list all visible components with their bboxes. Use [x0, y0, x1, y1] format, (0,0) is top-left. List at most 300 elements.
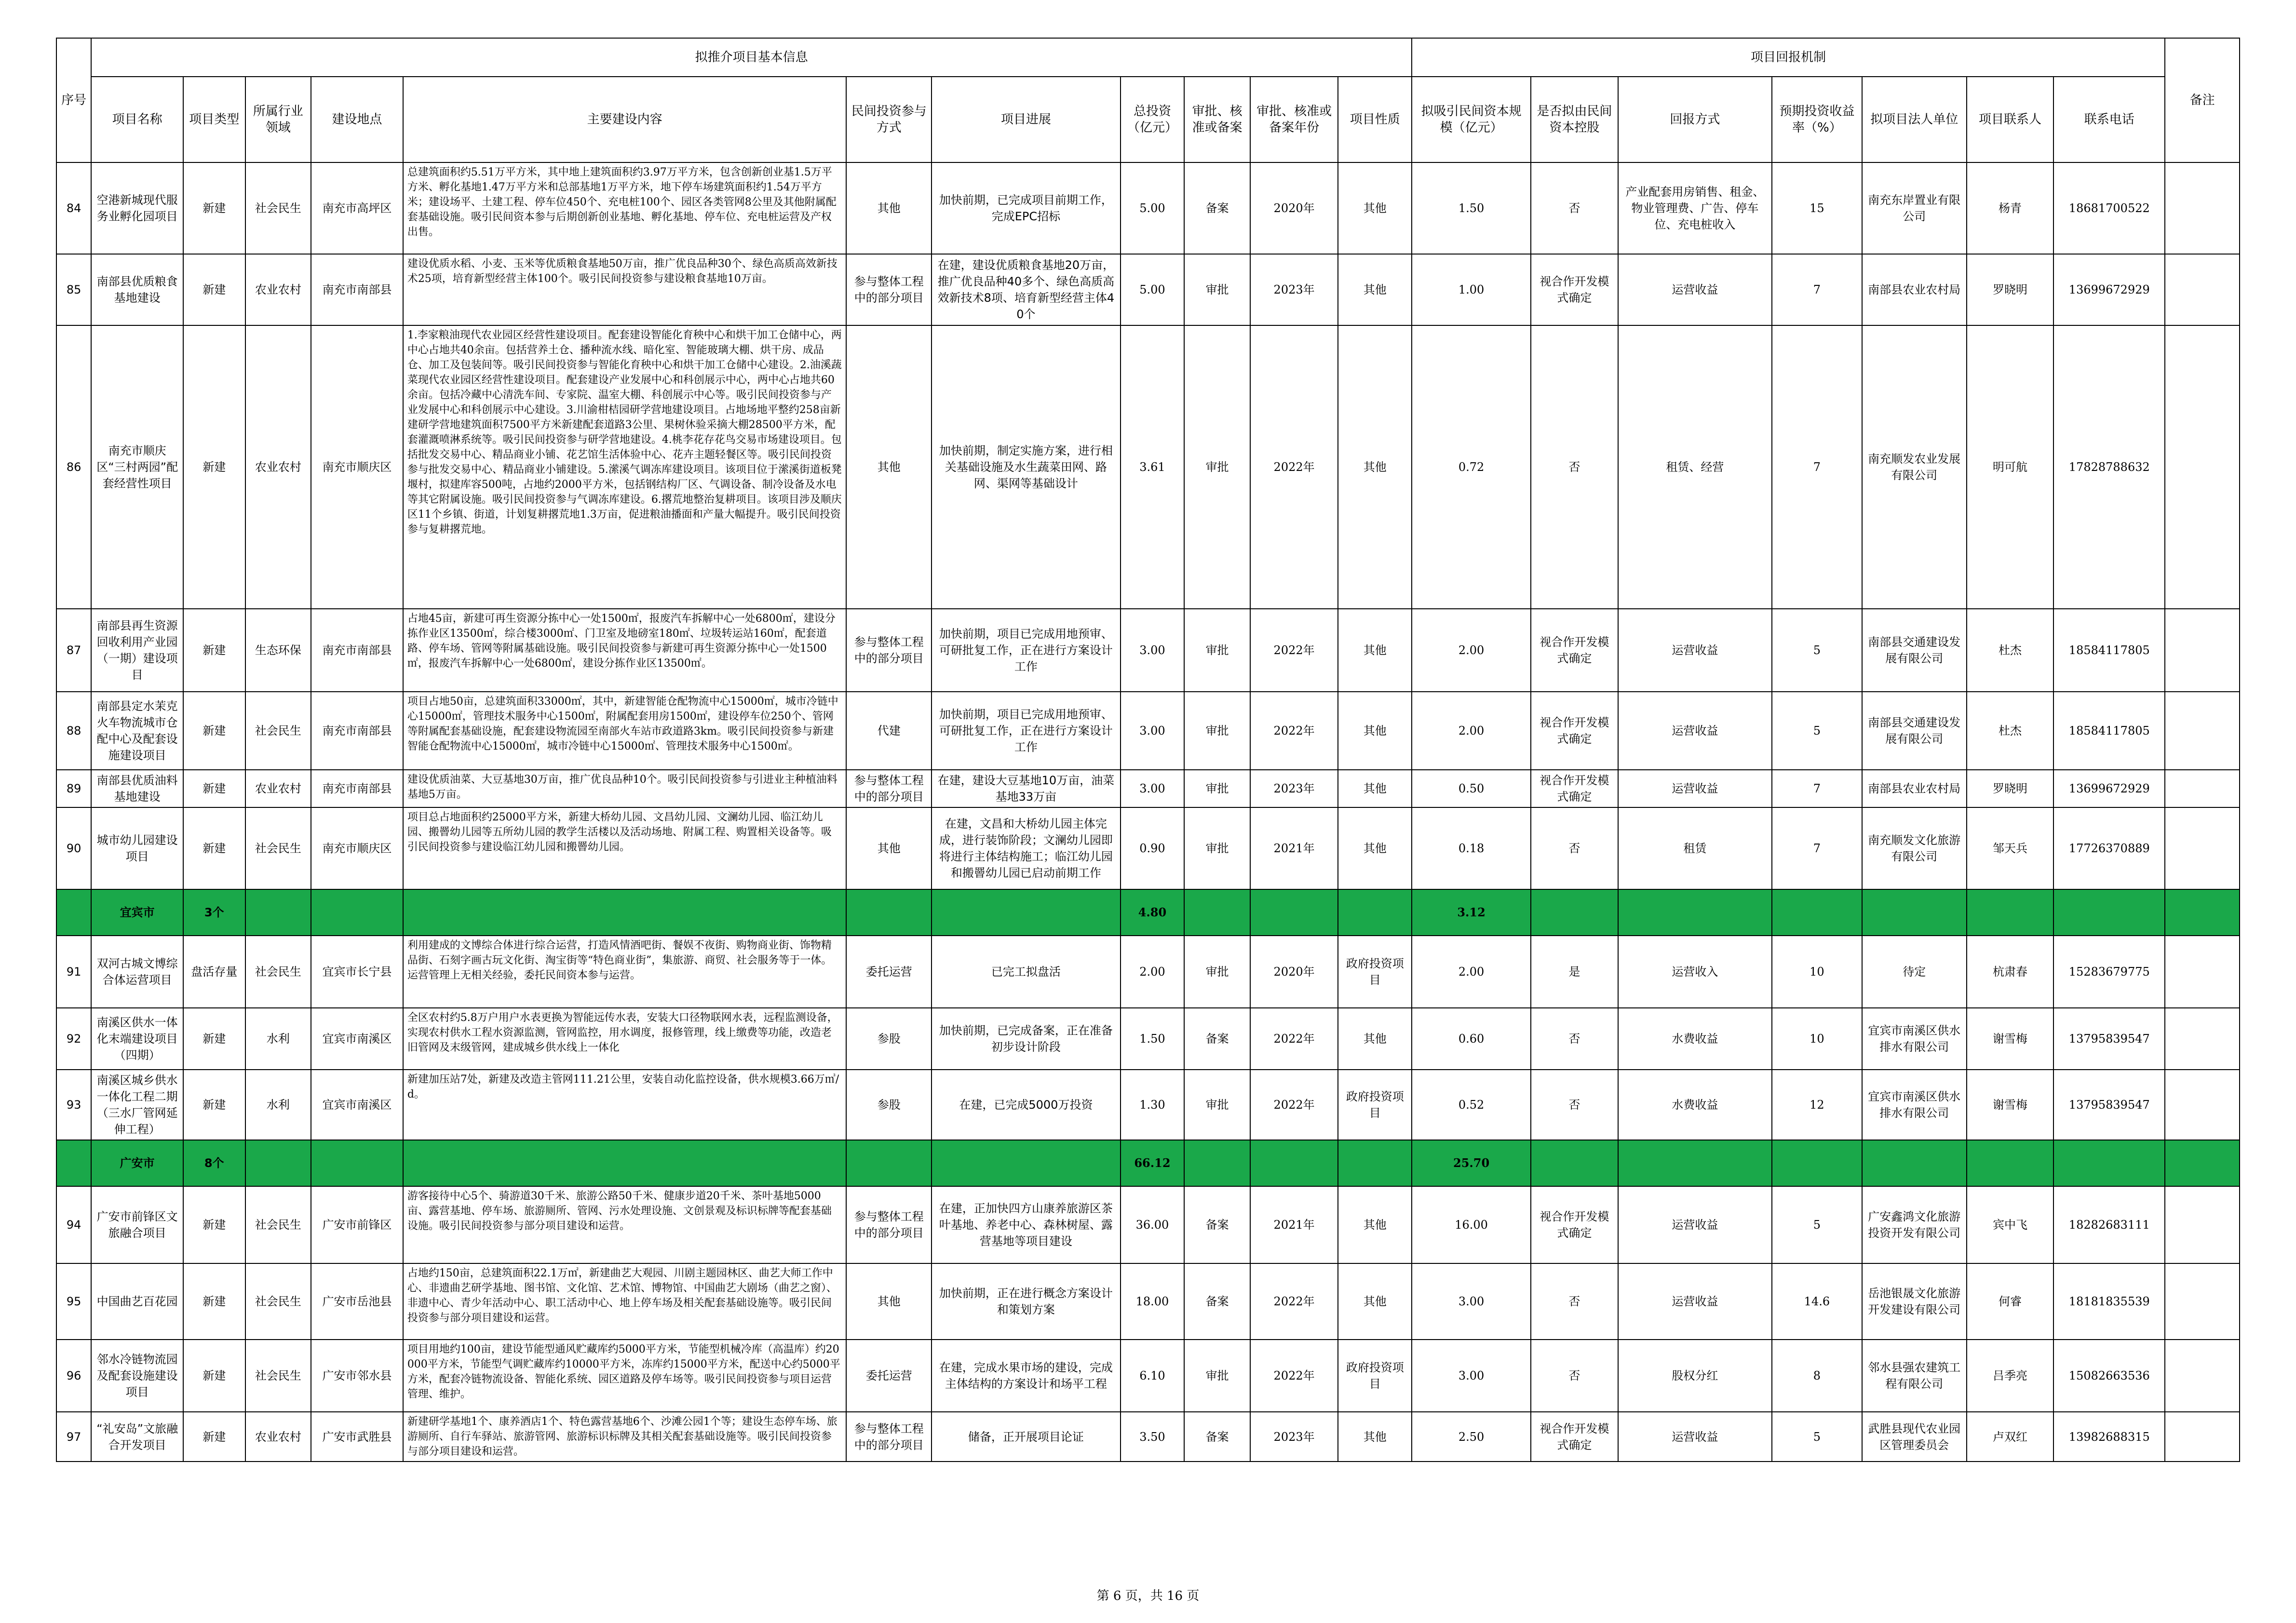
cell-total-investment: 2.00 — [1121, 936, 1185, 1008]
table-row — [56, 770, 2240, 807]
cell-seq: 88 — [56, 692, 91, 770]
cell-participation: 委托运营 — [846, 1340, 932, 1412]
cell-phone: 15283679775 — [2053, 936, 2165, 1008]
cell-industry: 农业农村 — [245, 325, 311, 609]
cell-legal-entity: 宜宾市南溪区供水排水有限公司 — [1862, 1008, 1967, 1070]
cell-project-name: 南部县再生资源回收利用产业园（一期）建设项目 — [91, 609, 183, 692]
header-location: 建设地点 — [311, 77, 403, 162]
cell-project-type: 新建 — [183, 162, 245, 254]
cell-contact: 罗晓明 — [1967, 770, 2054, 807]
cell-project-type: 新建 — [183, 254, 245, 325]
cell-approval-type — [1184, 1140, 1250, 1186]
cell-project-type: 盘活存量 — [183, 936, 245, 1008]
cell-legal-entity: 南部县交通建设发展有限公司 — [1862, 609, 1967, 692]
cell-return-rate: 7 — [1772, 325, 1862, 609]
cell-project-type: 新建 — [183, 770, 245, 807]
cell-private-control: 否 — [1531, 1008, 1618, 1070]
header-return-method: 回报方式 — [1618, 77, 1772, 162]
cell-progress — [932, 889, 1121, 936]
cell-remarks — [2165, 1140, 2240, 1186]
cell-private-control: 否 — [1531, 1340, 1618, 1412]
header-remarks: 备注 — [2165, 38, 2240, 162]
cell-return-rate: 10 — [1772, 1008, 1862, 1070]
cell-return-method: 运营收益 — [1618, 770, 1772, 807]
cell-approval-type: 审批 — [1184, 325, 1250, 609]
cell-return-method: 运营收益 — [1618, 1412, 1772, 1462]
cell-approval-year — [1250, 889, 1338, 936]
cell-remarks — [2165, 1340, 2240, 1412]
cell-location — [311, 1140, 403, 1186]
cell-private-control: 否 — [1531, 807, 1618, 889]
cell-location: 宜宾市南溪区 — [311, 1070, 403, 1140]
cell-contact: 邹天兵 — [1967, 807, 2054, 889]
header-private-capital-scale: 拟吸引民间资本规模（亿元） — [1412, 77, 1531, 162]
cell-private-capital: 2.50 — [1412, 1412, 1531, 1462]
cell-private-capital: 0.50 — [1412, 770, 1531, 807]
cell-private-control: 视合作开发模式确定 — [1531, 1412, 1618, 1462]
cell-contact: 宾中飞 — [1967, 1186, 2054, 1263]
cell-approval-type: 审批 — [1184, 609, 1250, 692]
cell-content: 全区农村约5.8万户用户水表更换为智能远传水表，安装大口径物联网水表，远程监测设备，实现农村供水工程水资源监测，管网监控，用水调度，报修管理，线上缴费等功能，改造老旧管网及末级管网，建成城乡供水线上一体化 — [403, 1008, 847, 1070]
cell-location: 广安市前锋区 — [311, 1186, 403, 1263]
cell-content: 项目占地50亩，总建筑面积33000㎡，其中，新建智能仓配物流中心15000㎡，城市冷链中心15000㎡，管理技术服务中心1500㎡，附属配套用房1500㎡，建设停车位250个、管网等附属配套基础设施，配套建设物流园至南部火车站市政道路3km。吸引民间投资参与新建智能仓配物流中心15000㎡，城市冷链中心15000㎡、管理技术服务中心1500㎡。 — [403, 692, 847, 770]
project-table — [56, 38, 2240, 1462]
cell-total-investment: 4.80 — [1121, 889, 1185, 936]
header-contact-person: 项目联系人 — [1967, 77, 2054, 162]
cell-return-method: 租赁、经营 — [1618, 325, 1772, 609]
cell-content: 项目用地约100亩，建设节能型通风贮藏库约5000平方米，节能型机械冷库（高温库）约20000平方米，节能型气调贮藏库约10000平方米，冻库约15000平方米，配送中心约5000平方米，配套冷链物流设备、智能化系统、园区道路及停车场等。吸引民间投资参与项目运营管理、维护。 — [403, 1340, 847, 1412]
cell-private-capital: 0.18 — [1412, 807, 1531, 889]
cell-return-rate: 12 — [1772, 1070, 1862, 1140]
cell-private-capital: 3.00 — [1412, 1263, 1531, 1340]
header-legal-entity: 拟项目法人单位 — [1862, 77, 1967, 162]
cell-approval-type: 备案 — [1184, 1412, 1250, 1462]
cell-private-control: 视合作开发模式确定 — [1531, 1186, 1618, 1263]
cell-contact: 何睿 — [1967, 1263, 2054, 1340]
cell-project-name: 广安市 — [91, 1140, 183, 1186]
cell-nature: 其他 — [1338, 609, 1412, 692]
cell-content: 建设优质水稻、小麦、玉米等优质粮食基地50万亩，推广优良品种30个、绿色高质高效新技术25项，培育新型经营主体100个。吸引民间投资参与建设粮食基地10万亩。 — [403, 254, 847, 325]
cell-remarks — [2165, 1263, 2240, 1340]
cell-project-type: 新建 — [183, 1340, 245, 1412]
cell-project-name: 邻水冷链物流园及配套设施建设项目 — [91, 1340, 183, 1412]
cell-return-method: 运营收入 — [1618, 936, 1772, 1008]
cell-project-name: 广安市前锋区文旅融合项目 — [91, 1186, 183, 1263]
cell-nature: 其他 — [1338, 162, 1412, 254]
cell-approval-type: 备案 — [1184, 1186, 1250, 1263]
cell-seq: 84 — [56, 162, 91, 254]
cell-phone: 18584117805 — [2053, 692, 2165, 770]
cell-industry: 社会民生 — [245, 1340, 311, 1412]
cell-project-name: 南部县优质油料基地建设 — [91, 770, 183, 807]
cell-private-control: 视合作开发模式确定 — [1531, 770, 1618, 807]
cell-phone: 13699672929 — [2053, 254, 2165, 325]
cell-industry: 农业农村 — [245, 770, 311, 807]
cell-total-investment: 6.10 — [1121, 1340, 1185, 1412]
cell-location: 广安市邻水县 — [311, 1340, 403, 1412]
cell-participation: 代建 — [846, 692, 932, 770]
cell-nature: 其他 — [1338, 1263, 1412, 1340]
cell-seq: 94 — [56, 1186, 91, 1263]
cell-content: 占地45亩，新建可再生资源分拣中心一处1500㎡，报废汽车拆解中心一处6800㎡，建设分拣作业区13500㎡，综合楼3000㎡、门卫室及地磅室180㎡、垃圾转运站160㎡，配套道路、停车场、管网等附属基础设施。吸引民间投资参与新建可再生资源分拣中心一处1500㎡，报废汽车拆解中心一处6800㎡，建设分拣作业区13500㎡。 — [403, 609, 847, 692]
cell-progress: 加快前期，制定实施方案，进行相关基础设施及水生蔬菜田网、路网、渠网等基础设计 — [932, 325, 1121, 609]
cell-project-type: 新建 — [183, 325, 245, 609]
cell-return-method — [1618, 1140, 1772, 1186]
cell-project-name: 南充市顺庆区“三村两园”配套经营性项目 — [91, 325, 183, 609]
table-row — [56, 254, 2240, 325]
cell-location: 南充市南部县 — [311, 254, 403, 325]
cell-return-method: 运营收益 — [1618, 1186, 1772, 1263]
cell-approval-year: 2023年 — [1250, 770, 1338, 807]
cell-participation: 其他 — [846, 162, 932, 254]
cell-progress: 在建，建设优质粮食基地20万亩，推广优良品种40多个、绿色高质高效新技术8项、培育新型经营主体40个 — [932, 254, 1121, 325]
cell-participation — [846, 1140, 932, 1186]
cell-legal-entity: 南充顺发农业发展有限公司 — [1862, 325, 1967, 609]
cell-progress: 已完工拟盘活 — [932, 936, 1121, 1008]
cell-project-name: 空港新城现代服务业孵化园项目 — [91, 162, 183, 254]
cell-private-capital: 1.00 — [1412, 254, 1531, 325]
cell-project-type: 新建 — [183, 1263, 245, 1340]
cell-approval-year: 2022年 — [1250, 1263, 1338, 1340]
cell-remarks — [2165, 1008, 2240, 1070]
cell-industry: 社会民生 — [245, 807, 311, 889]
cell-return-method: 运营收益 — [1618, 609, 1772, 692]
cell-nature: 其他 — [1338, 807, 1412, 889]
cell-return-method: 租赁 — [1618, 807, 1772, 889]
cell-private-capital: 0.72 — [1412, 325, 1531, 609]
header-project-type: 项目类型 — [183, 77, 245, 162]
cell-progress: 加快前期，正在进行概念方案设计和策划方案 — [932, 1263, 1121, 1340]
cell-phone: 18584117805 — [2053, 609, 2165, 692]
cell-approval-year: 2022年 — [1250, 609, 1338, 692]
cell-approval-year — [1250, 1140, 1338, 1186]
cell-content — [403, 1140, 847, 1186]
cell-content: 1.李家粮油现代农业园区经营性建设项目。配套建设智能化育秧中心和烘干加工仓储中心，两中心占地共40余亩。包括营养土仓、播种流水线、暗化室、智能玻璃大棚、烘干房、成品仓、加工及包装间等。吸引民间投资参与智能化育秧中心和烘干加工仓储中心建设。2.油溪蔬菜现代农业园区经营性建设项目。配套建设产业发展中心和科创展示中心，两中心占地共60余亩。包括冷藏中心清洗车间、专家院、温室大棚、科创展示中心等。吸引民间投资参与产业发展中心和科创展示中心建设。3.川渝柑桔园研学营地建设项目。占地场地平整约258亩新建研学营地建筑面积7500平方米新建配套道路3公里、果树休验采摘大棚28500平方米，配套灌溉喷淋系统等。吸引民间投资参与研学营地建设。4.桃李花存花鸟交易市场建设项目。包括批发交易中心、精品商业小铺、花艺馆生活体验中心、花卉主题轻餐区等。吸引民间投资参与批发交易中心、精品商业小铺建设。5.潆溪气调冻库建设项目。该项目位于潆溪街道板凳堰村，拟建库容500吨，占地约2000平方米，包括钢结构厂区、气调设备、制冷设备及水电等其它附属设施。吸引民间投资参与气调冻库建设。6.撂荒地整治复耕项目。该项目涉及顺庆区11个乡镇、街道，计划复耕撂荒地1.3万亩，促进粮油播面和产量大幅提升。吸引民间投资参与复耕撂荒地。 — [403, 325, 847, 609]
cell-contact: 明可航 — [1967, 325, 2054, 609]
cell-private-capital: 2.00 — [1412, 609, 1531, 692]
cell-content: 新建加压站7处，新建及改造主管网111.21公里，安装自动化监控设备，供水规模3.66万㎥/d。 — [403, 1070, 847, 1140]
cell-progress: 在建，建设大豆基地10万亩，油菜基地33万亩 — [932, 770, 1121, 807]
cell-project-name: 南部县定水茉克火车物流城市仓配中心及配套设施建设项目 — [91, 692, 183, 770]
cell-contact: 谢雪梅 — [1967, 1008, 2054, 1070]
cell-total-investment: 66.12 — [1121, 1140, 1185, 1186]
cell-contact — [1967, 889, 2054, 936]
cell-industry: 生态环保 — [245, 609, 311, 692]
cell-location: 宜宾市南溪区 — [311, 1008, 403, 1070]
cell-remarks — [2165, 936, 2240, 1008]
cell-seq: 96 — [56, 1340, 91, 1412]
cell-phone: 13795839547 — [2053, 1070, 2165, 1140]
cell-seq: 89 — [56, 770, 91, 807]
cell-seq: 90 — [56, 807, 91, 889]
cell-return-rate: 7 — [1772, 807, 1862, 889]
cell-content: 利用建成的文博综合体进行综合运营，打造风情酒吧街、餐娱不夜街、购物商业街、饰物精品街、石刻字画古玩文化街、淘宝街等“特色商业街”，集旅游、商贸、社会服务等于一体。运营管理上无相关经验，委托民间资本参与运营。 — [403, 936, 847, 1008]
cell-remarks — [2165, 770, 2240, 807]
cell-contact: 杜杰 — [1967, 692, 2054, 770]
cell-remarks — [2165, 807, 2240, 889]
cell-industry — [245, 1140, 311, 1186]
cell-legal-entity: 南部县交通建设发展有限公司 — [1862, 692, 1967, 770]
cell-seq: 92 — [56, 1008, 91, 1070]
cell-contact: 卢双红 — [1967, 1412, 2054, 1462]
cell-participation — [846, 889, 932, 936]
cell-project-type: 新建 — [183, 692, 245, 770]
cell-project-type: 新建 — [183, 1186, 245, 1263]
cell-remarks — [2165, 889, 2240, 936]
header-group-return: 项目回报机制 — [1412, 38, 2165, 77]
header-participation-mode: 民间投资参与方式 — [846, 77, 932, 162]
cell-return-method: 水费收益 — [1618, 1008, 1772, 1070]
header-total-investment: 总投资（亿元） — [1121, 77, 1185, 162]
cell-return-method — [1618, 889, 1772, 936]
cell-legal-entity: 南充东岸置业有限公司 — [1862, 162, 1967, 254]
cell-participation: 参与整体工程中的部分项目 — [846, 254, 932, 325]
cell-total-investment: 3.50 — [1121, 1412, 1185, 1462]
table-row — [56, 936, 2240, 1008]
cell-nature: 政府投资项目 — [1338, 936, 1412, 1008]
cell-participation: 其他 — [846, 807, 932, 889]
cell-total-investment: 5.00 — [1121, 254, 1185, 325]
cell-private-control: 否 — [1531, 1070, 1618, 1140]
cell-location: 南充市南部县 — [311, 609, 403, 692]
cell-private-control: 视合作开发模式确定 — [1531, 609, 1618, 692]
cell-project-name: 南溪区城乡供水一体化工程二期（三水厂管网延伸工程） — [91, 1070, 183, 1140]
cell-nature: 其他 — [1338, 1008, 1412, 1070]
cell-private-capital: 0.60 — [1412, 1008, 1531, 1070]
cell-private-control — [1531, 889, 1618, 936]
cell-participation: 参与整体工程中的部分项目 — [846, 1186, 932, 1263]
cell-private-capital: 3.12 — [1412, 889, 1531, 936]
cell-nature — [1338, 1140, 1412, 1186]
cell-seq: 93 — [56, 1070, 91, 1140]
cell-approval-year: 2022年 — [1250, 1070, 1338, 1140]
table-row — [56, 1340, 2240, 1412]
cell-project-type: 8个 — [183, 1140, 245, 1186]
cell-legal-entity: 南部县农业农村局 — [1862, 770, 1967, 807]
cell-project-type: 新建 — [183, 1008, 245, 1070]
cell-participation: 其他 — [846, 325, 932, 609]
cell-legal-entity: 南充顺发文化旅游有限公司 — [1862, 807, 1967, 889]
cell-private-control: 是 — [1531, 936, 1618, 1008]
header-construction-content: 主要建设内容 — [403, 77, 847, 162]
cell-private-control — [1531, 1140, 1618, 1186]
cell-seq — [56, 1140, 91, 1186]
cell-private-control: 否 — [1531, 325, 1618, 609]
city-summary-row — [56, 1140, 2240, 1186]
cell-private-control: 视合作开发模式确定 — [1531, 254, 1618, 325]
cell-participation: 参与整体工程中的部分项目 — [846, 609, 932, 692]
cell-industry: 社会民生 — [245, 936, 311, 1008]
cell-approval-type: 审批 — [1184, 692, 1250, 770]
cell-nature: 政府投资项目 — [1338, 1070, 1412, 1140]
cell-phone: 13699672929 — [2053, 770, 2165, 807]
cell-approval-type — [1184, 889, 1250, 936]
cell-legal-entity: 待定 — [1862, 936, 1967, 1008]
cell-industry: 社会民生 — [245, 162, 311, 254]
cell-industry — [245, 889, 311, 936]
cell-approval-type: 审批 — [1184, 936, 1250, 1008]
cell-seq: 86 — [56, 325, 91, 609]
cell-return-rate: 15 — [1772, 162, 1862, 254]
cell-approval-year: 2023年 — [1250, 1412, 1338, 1462]
cell-remarks — [2165, 325, 2240, 609]
cell-industry: 农业农村 — [245, 1412, 311, 1462]
cell-approval-year: 2022年 — [1250, 1340, 1338, 1412]
cell-content: 新建研学基地1个、康养酒店1个、特色露营基地6个、沙滩公园1个等；建设生态停车场、旅游厕所、自行车驿站、旅游管网、旅游标识标牌及其相关配套基础设施等。吸引民间投资参与部分项目建设和运营。 — [403, 1412, 847, 1462]
cell-participation: 其他 — [846, 1263, 932, 1340]
cell-content: 建设优质油菜、大豆基地30万亩，推广优良品种10个。吸引民间投资参与引进业主种植油料基地5万亩。 — [403, 770, 847, 807]
cell-return-method: 运营收益 — [1618, 254, 1772, 325]
cell-private-capital: 0.52 — [1412, 1070, 1531, 1140]
cell-project-type: 新建 — [183, 1412, 245, 1462]
cell-seq: 87 — [56, 609, 91, 692]
cell-legal-entity — [1862, 889, 1967, 936]
cell-progress — [932, 1140, 1121, 1186]
cell-nature: 其他 — [1338, 770, 1412, 807]
cell-remarks — [2165, 609, 2240, 692]
table-row — [56, 1263, 2240, 1340]
cell-return-method: 股权分红 — [1618, 1340, 1772, 1412]
cell-contact: 罗晓明 — [1967, 254, 2054, 325]
cell-contact — [1967, 1140, 2054, 1186]
cell-total-investment: 3.00 — [1121, 692, 1185, 770]
cell-phone: 17828788632 — [2053, 325, 2165, 609]
cell-remarks — [2165, 254, 2240, 325]
cell-approval-year: 2021年 — [1250, 807, 1338, 889]
cell-project-name: 宜宾市 — [91, 889, 183, 936]
cell-location: 南充市高坪区 — [311, 162, 403, 254]
cell-content: 游客接待中心5个、骑游道30千米、旅游公路50千米、健康步道20千米、茶叶基地5000亩、露营基地、停车场、旅游厕所、管网、污水处理设施、文创景观及标识标牌等配套基础设施。吸引民间投资参与部分项目建设和运营。 — [403, 1186, 847, 1263]
cell-return-rate: 7 — [1772, 770, 1862, 807]
table-row — [56, 325, 2240, 609]
cell-legal-entity: 岳池银晟文化旅游开发建设有限公司 — [1862, 1263, 1967, 1340]
cell-private-capital: 2.00 — [1412, 692, 1531, 770]
cell-private-capital: 3.00 — [1412, 1340, 1531, 1412]
cell-phone — [2053, 889, 2165, 936]
cell-project-name: 南部县优质粮食基地建设 — [91, 254, 183, 325]
cell-return-rate: 10 — [1772, 936, 1862, 1008]
cell-project-type: 新建 — [183, 807, 245, 889]
cell-project-name: 南溪区供水一体化末端建设项目（四期） — [91, 1008, 183, 1070]
table-row — [56, 1008, 2240, 1070]
cell-legal-entity: 武胜县现代农业园区管理委员会 — [1862, 1412, 1967, 1462]
cell-location: 广安市岳池县 — [311, 1263, 403, 1340]
cell-approval-year: 2023年 — [1250, 254, 1338, 325]
cell-total-investment: 3.00 — [1121, 770, 1185, 807]
cell-approval-type: 审批 — [1184, 254, 1250, 325]
cell-industry: 水利 — [245, 1070, 311, 1140]
cell-return-method: 水费收益 — [1618, 1070, 1772, 1140]
cell-industry: 社会民生 — [245, 1186, 311, 1263]
cell-return-rate — [1772, 1140, 1862, 1186]
cell-location: 南充市南部县 — [311, 770, 403, 807]
cell-remarks — [2165, 1412, 2240, 1462]
cell-total-investment: 36.00 — [1121, 1186, 1185, 1263]
cell-contact: 杨青 — [1967, 162, 2054, 254]
cell-approval-year: 2022年 — [1250, 1008, 1338, 1070]
table-row — [56, 609, 2240, 692]
cell-progress: 在建，正加快四方山康养旅游区茶叶基地、养老中心、森林树屋、露营基地等项目建设 — [932, 1186, 1121, 1263]
header-group-basic: 拟推介项目基本信息 — [91, 38, 1412, 77]
table-row — [56, 1186, 2240, 1263]
cell-participation: 委托运营 — [846, 936, 932, 1008]
cell-industry: 社会民生 — [245, 1263, 311, 1340]
cell-participation: 参与整体工程中的部分项目 — [846, 770, 932, 807]
cell-phone: 13795839547 — [2053, 1008, 2165, 1070]
cell-seq: 91 — [56, 936, 91, 1008]
cell-private-control: 否 — [1531, 162, 1618, 254]
cell-location: 南充市南部县 — [311, 692, 403, 770]
cell-private-capital: 25.70 — [1412, 1140, 1531, 1186]
cell-approval-type: 审批 — [1184, 807, 1250, 889]
cell-progress: 加快前期，已完成项目前期工作，完成EPC招标 — [932, 162, 1121, 254]
cell-phone: 17726370889 — [2053, 807, 2165, 889]
cell-approval-year: 2021年 — [1250, 1186, 1338, 1263]
cell-return-method: 产业配套用房销售、租金、物业管理费、广告、停车位、充电桩收入 — [1618, 162, 1772, 254]
table-row — [56, 692, 2240, 770]
cell-remarks — [2165, 162, 2240, 254]
cell-progress: 在建，文昌和大桥幼儿园主体完成，进行装饰阶段；文澜幼儿园即将进行主体结构施工；临江幼儿园和搬罾幼儿园已启动前期工作 — [932, 807, 1121, 889]
cell-location: 宜宾市长宁县 — [311, 936, 403, 1008]
cell-phone: 18282683111 — [2053, 1186, 2165, 1263]
cell-industry: 水利 — [245, 1008, 311, 1070]
cell-return-rate: 5 — [1772, 1412, 1862, 1462]
cell-total-investment: 1.30 — [1121, 1070, 1185, 1140]
cell-project-type: 新建 — [183, 1070, 245, 1140]
cell-approval-type: 审批 — [1184, 770, 1250, 807]
cell-legal-entity: 广安鑫鸿文化旅游投资开发有限公司 — [1862, 1186, 1967, 1263]
cell-private-capital: 1.50 — [1412, 162, 1531, 254]
cell-seq: 95 — [56, 1263, 91, 1340]
cell-nature — [1338, 889, 1412, 936]
cell-legal-entity: 邻水县强农建筑工程有限公司 — [1862, 1340, 1967, 1412]
cell-return-rate: 5 — [1772, 692, 1862, 770]
cell-total-investment: 18.00 — [1121, 1263, 1185, 1340]
cell-seq — [56, 889, 91, 936]
cell-private-capital: 16.00 — [1412, 1186, 1531, 1263]
cell-content — [403, 889, 847, 936]
cell-nature: 其他 — [1338, 1186, 1412, 1263]
cell-approval-type: 备案 — [1184, 1263, 1250, 1340]
cell-remarks — [2165, 692, 2240, 770]
cell-approval-year: 2022年 — [1250, 325, 1338, 609]
cell-phone: 13982688315 — [2053, 1412, 2165, 1462]
cell-private-control: 视合作开发模式确定 — [1531, 692, 1618, 770]
cell-participation: 参股 — [846, 1070, 932, 1140]
cell-nature: 其他 — [1338, 325, 1412, 609]
cell-seq: 85 — [56, 254, 91, 325]
cell-return-rate: 5 — [1772, 1186, 1862, 1263]
header-progress: 项目进展 — [932, 77, 1121, 162]
table-row — [56, 1412, 2240, 1462]
header-expected-return-rate: 预期投资收益率（%） — [1772, 77, 1862, 162]
cell-project-name: 城市幼儿园建设项目 — [91, 807, 183, 889]
cell-content: 总建筑面积约5.51万平方米，其中地上建筑面积约3.97万平方米，包含创新创业基1.5万平方米、孵化基地1.47万平方米和总部基地1万平方米，地下停车场建筑面积约1.54万平方米；建设场平、土建工程、停车位450个、充电桩100个、园区各类管网8公里及其他附属配套基础设施。吸引民间资本参与后期创新创业基地、孵化基地、停车位、充电桩运营及产权出售。 — [403, 162, 847, 254]
header-contact-phone: 联系电话 — [2053, 77, 2165, 162]
cell-phone: 18681700522 — [2053, 162, 2165, 254]
cell-approval-type: 备案 — [1184, 1008, 1250, 1070]
header-approval-type: 审批、核准或备案 — [1184, 77, 1250, 162]
cell-total-investment: 3.61 — [1121, 325, 1185, 609]
cell-legal-entity — [1862, 1140, 1967, 1186]
cell-private-capital: 2.00 — [1412, 936, 1531, 1008]
cell-phone — [2053, 1140, 2165, 1186]
cell-total-investment: 1.50 — [1121, 1008, 1185, 1070]
cell-industry: 农业农村 — [245, 254, 311, 325]
cell-progress: 储备，正开展项目论证 — [932, 1412, 1121, 1462]
cell-contact: 吕季亮 — [1967, 1340, 2054, 1412]
city-summary-row — [56, 889, 2240, 936]
